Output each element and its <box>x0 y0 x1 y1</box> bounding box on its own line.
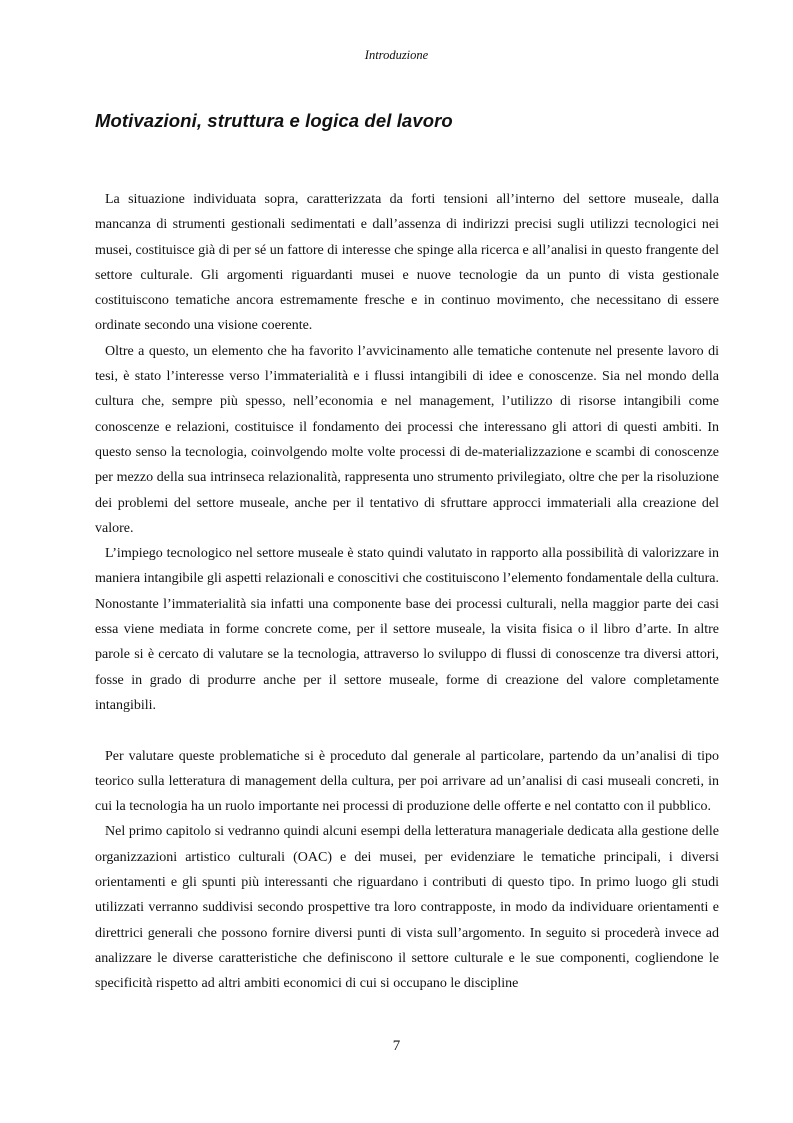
running-head: Introduzione <box>364 48 429 62</box>
section-title: Motivazioni, struttura e logica del lavoro <box>95 110 453 131</box>
page-number: 7 <box>392 1038 401 1054</box>
paragraph-3: L’impiego tecnologico nel settore museale è stato quindi valutato in rapporto alla possibilità di valorizzare in maniera intangibile gli aspetti relazionali e conoscitivi che costituiscono l’elemento fondamentale della cultura. Nonostante l’immaterialità sia infatti una componente base dei processi culturali, nella maggior parte dei casi essa viene mediata in forme concrete come, per il settore museale, la visita fisica o il libro d’arte. In altre parole si è cercato di valutare se la tecnologia, attraverso lo sviluppo di flussi di conoscenze tra diversi attori, fosse in grado di produrre anche per il settore museale, forme di creazione del valore completamente intangibili. <box>95 546 719 713</box>
paragraph-5: Nel primo capitolo si vedranno quindi alcuni esempi della letteratura manageriale dedicata alla gestione delle organizzazioni artistico culturali (OAC) e dei musei, per evidenziare le tematiche principali, i diversi orientamenti e gli spunti più interessanti che riguardano i contributi di questo tipo. In primo luogo gli studi utilizzati verranno suddivisi secondo prospettive tra loro contrapposte, in modo da individuare orientamenti e direttrici generali che possono fornire diversi punti di vista sull’argomento. In seguito si procederà invece ad analizzare le diverse caratteristiche che definiscono il settore culturale e le sue componenti, cogliendone le specificità rispetto ad altri ambiti economici di cui si occupano le discipline <box>95 824 719 992</box>
body-text <box>95 187 719 997</box>
paragraph-1: La situazione individuata sopra, caratterizzata da forti tensioni all’interno del settore museale, dalla mancanza di strumenti gestionali sedimentati e dall’assenza di indirizzi precisi sugli utilizzi tecnologici nei musei, costituisce già di per sé un fattore di interesse che spinge alla ricerca e all’analisi in questo frangente del settore culturale. Gli argomenti riguardanti musei e nuove tecnologie da un punto di vista gestionale costituiscono tematiche ancora estremamente fresche e in continuo movimento, che necessitano di essere ordinate secondo una visione coerente. <box>95 192 719 334</box>
paragraph-4: Per valutare queste problematiche si è proceduto dal generale al particolare, partendo da un’analisi di tipo teorico sulla letteratura di management della cultura, per poi arrivare ad un’analisi di casi museali concreti, in cui la tecnologia ha un ruolo importante nei processi di produzione delle offerte e nel contatto con il pubblico. <box>95 748 719 815</box>
paragraph-2: Oltre a questo, un elemento che ha favorito l’avvicinamento alle tematiche contenute nel presente lavoro di tesi, è stato l’interesse verso l’immaterialità e i flussi intangibili di idee e conoscenze. Sia nel mondo della cultura che, sempre più spesso, nell’economia e nel management, l’utilizzo di risorse intangibili come conoscenze e relazioni, costituisce il fondamento dei processi che interessano gli attori di questi ambiti. In questo senso la tecnologia, coinvolgendo molte volte processi di de-materializzazione e scambi di conoscenze per mezzo della sua intrinseca relazionalità, rappresenta uno strumento privilegiato, oltre che per la risoluzione dei problemi del settore museale, anche per il tentativo di sfruttare approcci immateriali alla creazione del valore. <box>95 343 719 536</box>
